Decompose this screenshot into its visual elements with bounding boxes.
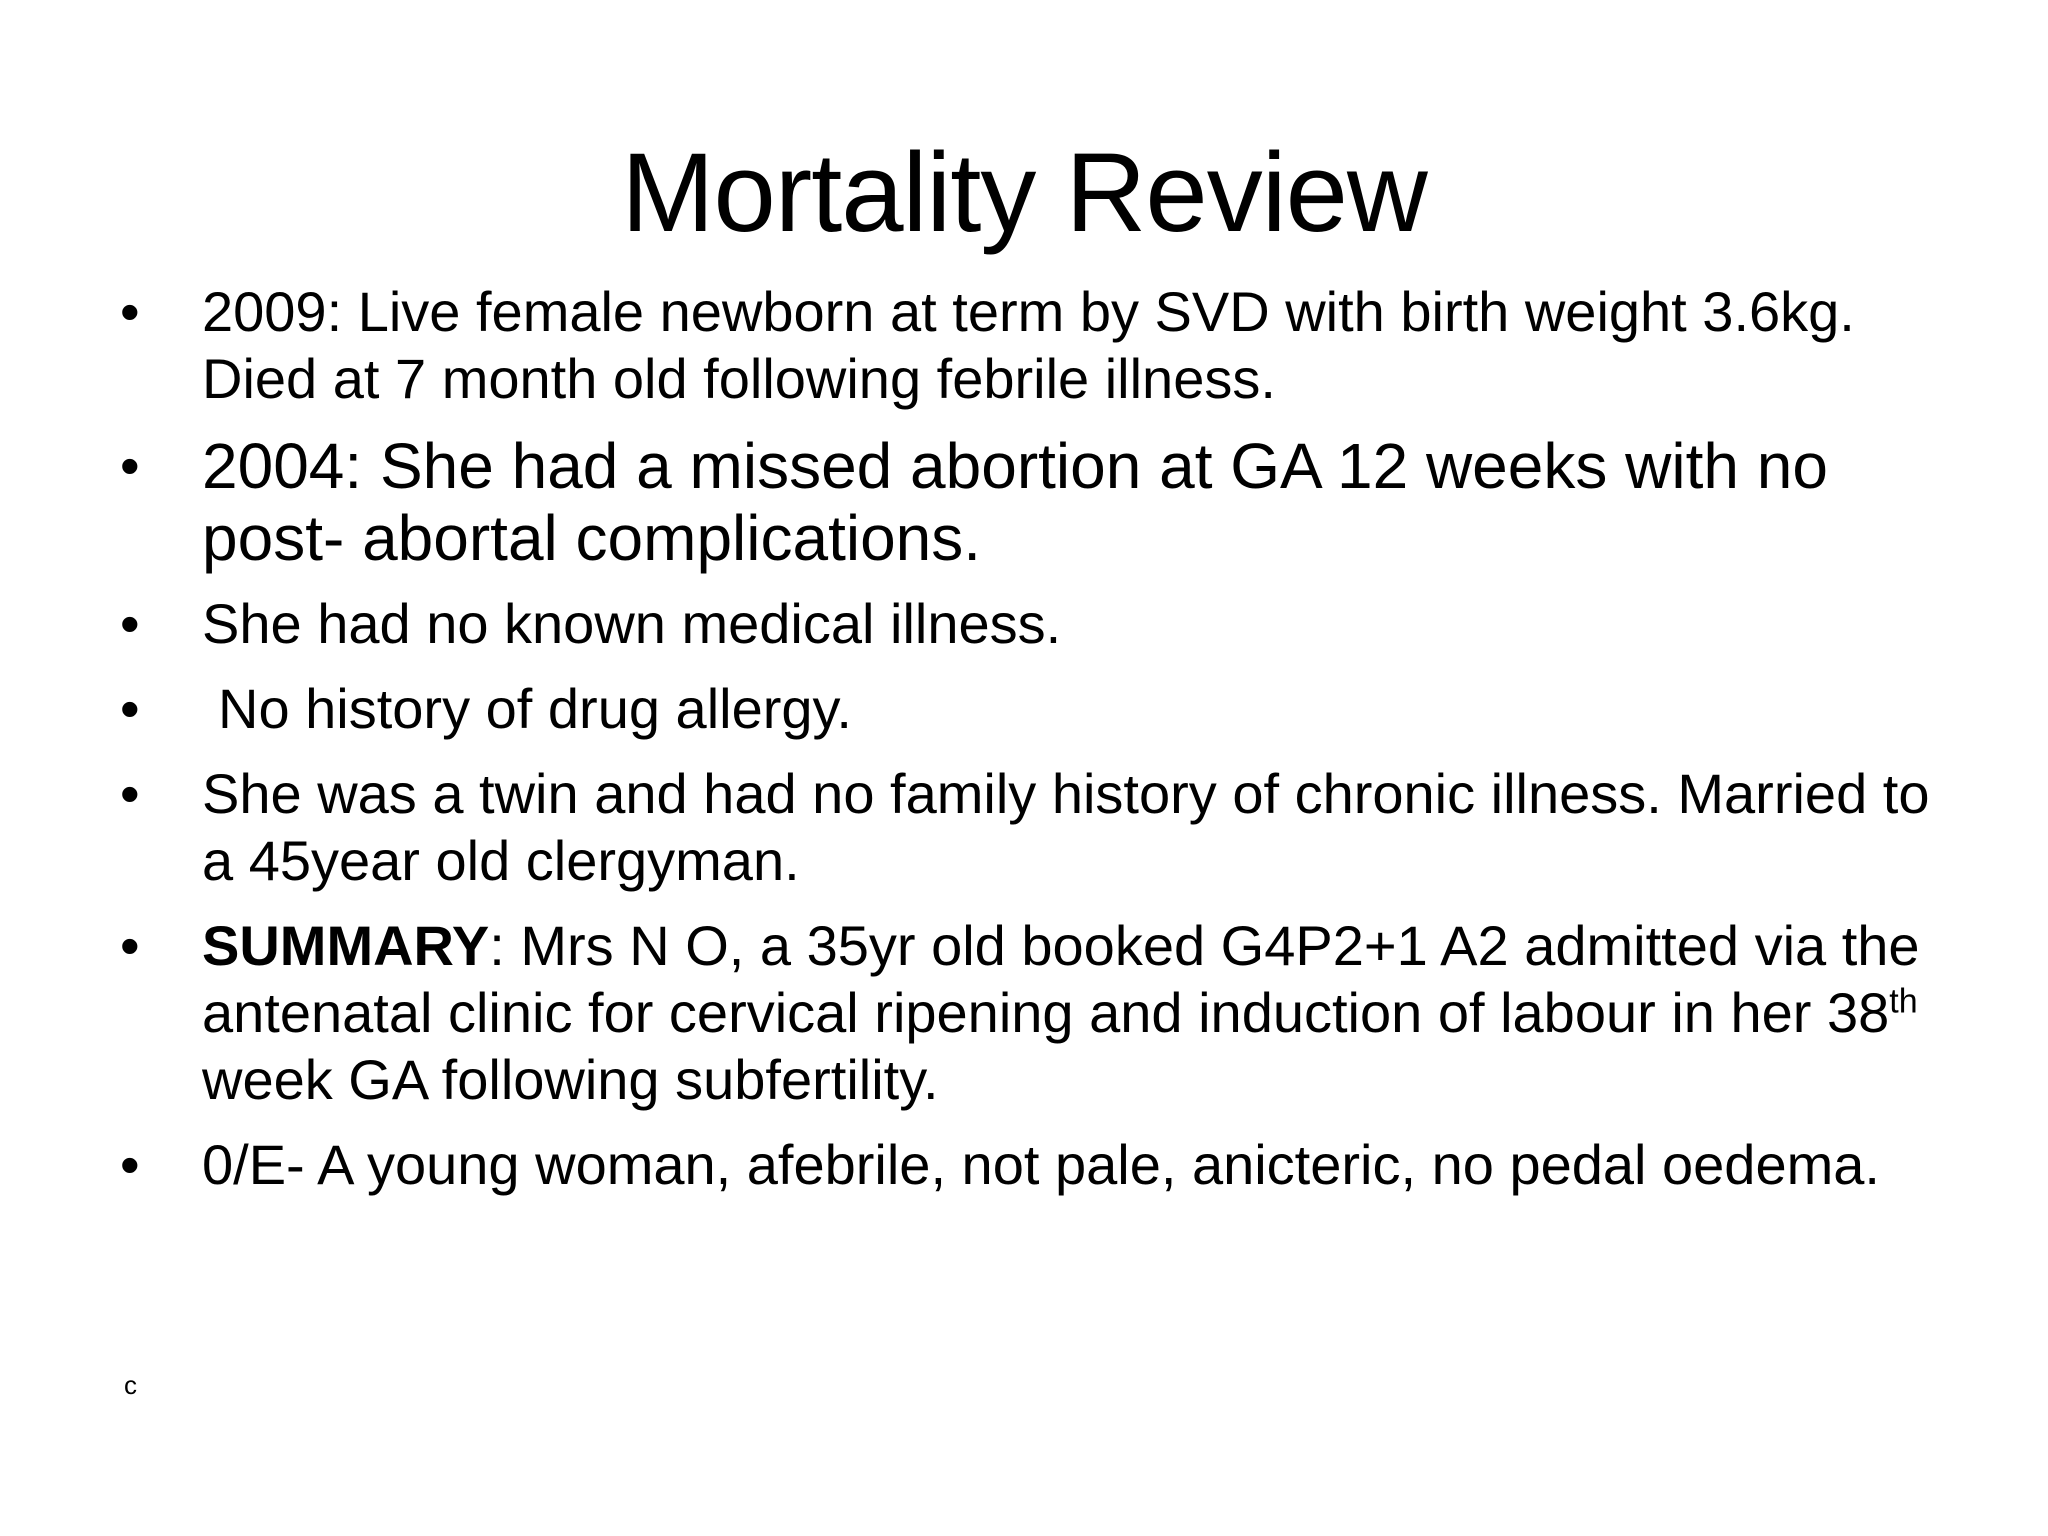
bullet-icon: • xyxy=(120,914,140,977)
bullet-icon: • xyxy=(120,1133,140,1196)
bullet-item xyxy=(120,430,1960,574)
bullet-item xyxy=(120,675,1960,742)
bullet-text: 2004: She had a missed abortion at GA 12 weeks with no post- abortal complications. xyxy=(202,430,1828,574)
bullet-item xyxy=(120,590,1960,657)
slide-title: Mortality Review xyxy=(621,130,1427,255)
bullet-icon: • xyxy=(120,280,140,343)
bullet-item-summary xyxy=(120,912,1960,1113)
bullet-text: 0/E- A young woman, afebrile, not pale, anicteric, no pedal oedema. xyxy=(202,1133,1880,1196)
summary-label: SUMMARY xyxy=(202,914,490,977)
bullet-item xyxy=(120,760,1960,894)
summary-body-end: week GA following subfertility. xyxy=(202,1048,939,1111)
bullet-text: No history of drug allergy. xyxy=(218,677,852,740)
bullet-icon: • xyxy=(120,677,140,740)
bullet-icon: • xyxy=(120,592,140,655)
summary-text xyxy=(202,914,1920,1111)
ordinal-superscript: th xyxy=(1889,982,1918,1021)
bullet-item xyxy=(120,1131,1960,1198)
bullet-icon: • xyxy=(120,762,140,825)
summary-body: : Mrs N O, a 35yr old booked G4P2+1 A2 admitted via the antenatal clinic for cervical ripening and induction of labour in her 38 xyxy=(202,914,1920,1044)
bullet-item xyxy=(120,278,1960,412)
bullet-text: She had no known medical illness. xyxy=(202,592,1062,655)
bullet-text: 2009: Live female newborn at term by SVD with birth weight 3.6kg. Died at 7 month old following febrile illness. xyxy=(202,280,1855,410)
footer-mark: c xyxy=(124,1370,137,1400)
bullet-list xyxy=(120,278,1960,1216)
bullet-icon: • xyxy=(120,434,140,497)
bullet-text: She was a twin and had no family history of chronic illness. Married to a 45year old clergyman. xyxy=(202,762,1930,892)
